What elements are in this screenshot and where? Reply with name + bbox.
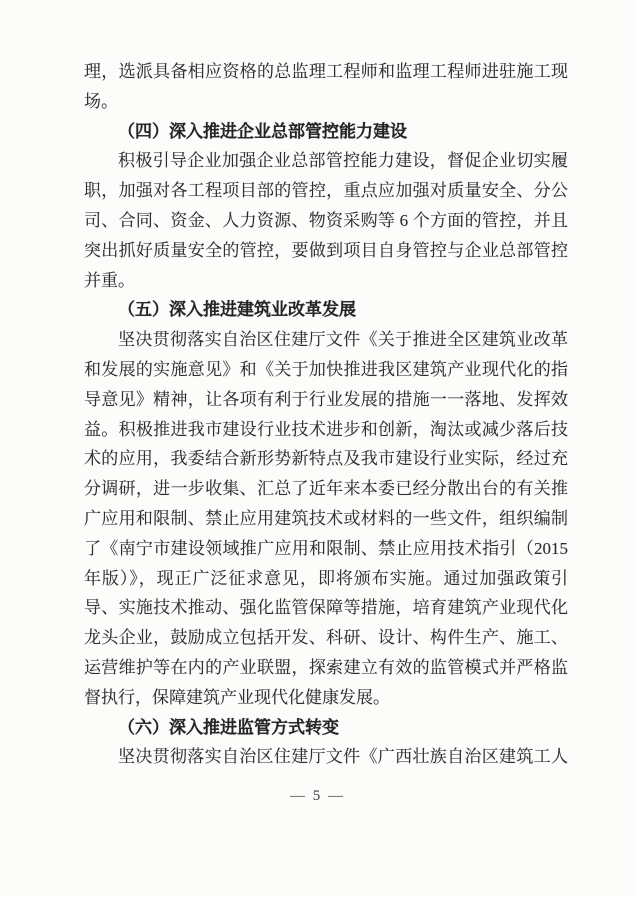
body-line: 坚决贯彻落实自治区住建厅文件《关于推进全区建筑业改革 — [118, 330, 568, 350]
section-heading-6: （六）深入推进监管方式转变 — [118, 717, 339, 737]
page-number: — 5 — — [290, 788, 345, 804]
section-heading-4: （四）深入推进企业总部管控能力建设 — [118, 121, 407, 141]
body-line: 运营维护等在内的产业联盟，探索建立有效的监管模式并严格监 — [84, 657, 568, 677]
body-line: 广应用和限制、禁止应用建筑技术或材料的一些文件，组织编制 — [84, 508, 568, 528]
body-line: 督执行，保障建筑产业现代化健康发展。 — [84, 687, 390, 707]
body-line: 并重。 — [84, 270, 135, 290]
body-line: 术的应用，我委结合新形势新特点及我市建设行业实际，经过充 — [84, 449, 568, 469]
body-line: 年版）》，现正广泛征求意见，即将颁布实施。通过加强政策引 — [84, 568, 568, 588]
body-line: 突出抓好质量安全的管控，要做到项目自身管控与企业总部管控 — [84, 240, 568, 260]
body-line: 积极引导企业加强企业总部管控能力建设，督促企业切实履 — [118, 151, 568, 171]
body-line: 龙头企业，鼓励成立包括开发、科研、设计、构件生产、施工、 — [84, 628, 568, 648]
section-heading-5: （五）深入推进建筑业改革发展 — [118, 300, 356, 320]
body-line: 导、实施技术推动、强化监管保障等措施，培育建筑产业现代化 — [84, 598, 568, 618]
body-line: 坚决贯彻落实自治区住建厅文件《广西壮族自治区建筑工人 — [118, 747, 568, 767]
document-text-block — [84, 57, 568, 772]
body-line: 职，加强对各工程项目部的管控，重点应加强对质量安全、分公 — [84, 181, 568, 201]
body-line: 司、合同、资金、人力资源、物资采购等 6 个方面的管控，并且 — [84, 210, 568, 230]
body-line: 和发展的实施意见》和《关于加快推进我区建筑产业现代化的指 — [84, 359, 568, 379]
body-line: 了《南宁市建设领域推广应用和限制、禁止应用技术指引（2015 — [84, 538, 568, 558]
body-line: 场。 — [84, 91, 118, 111]
body-line: 理，选派具备相应资格的总监理工程师和监理工程师进驻施工现 — [84, 62, 568, 81]
body-line: 导意见》精神，让各项有利于行业发展的措施一一落地、发挥效 — [84, 389, 568, 409]
body-line: 益。积极推进我市建设行业技术进步和创新，淘汰或减少落后技 — [84, 419, 568, 439]
body-line: 分调研，进一步收集、汇总了近年来本委已经分散出台的有关推 — [84, 479, 568, 499]
